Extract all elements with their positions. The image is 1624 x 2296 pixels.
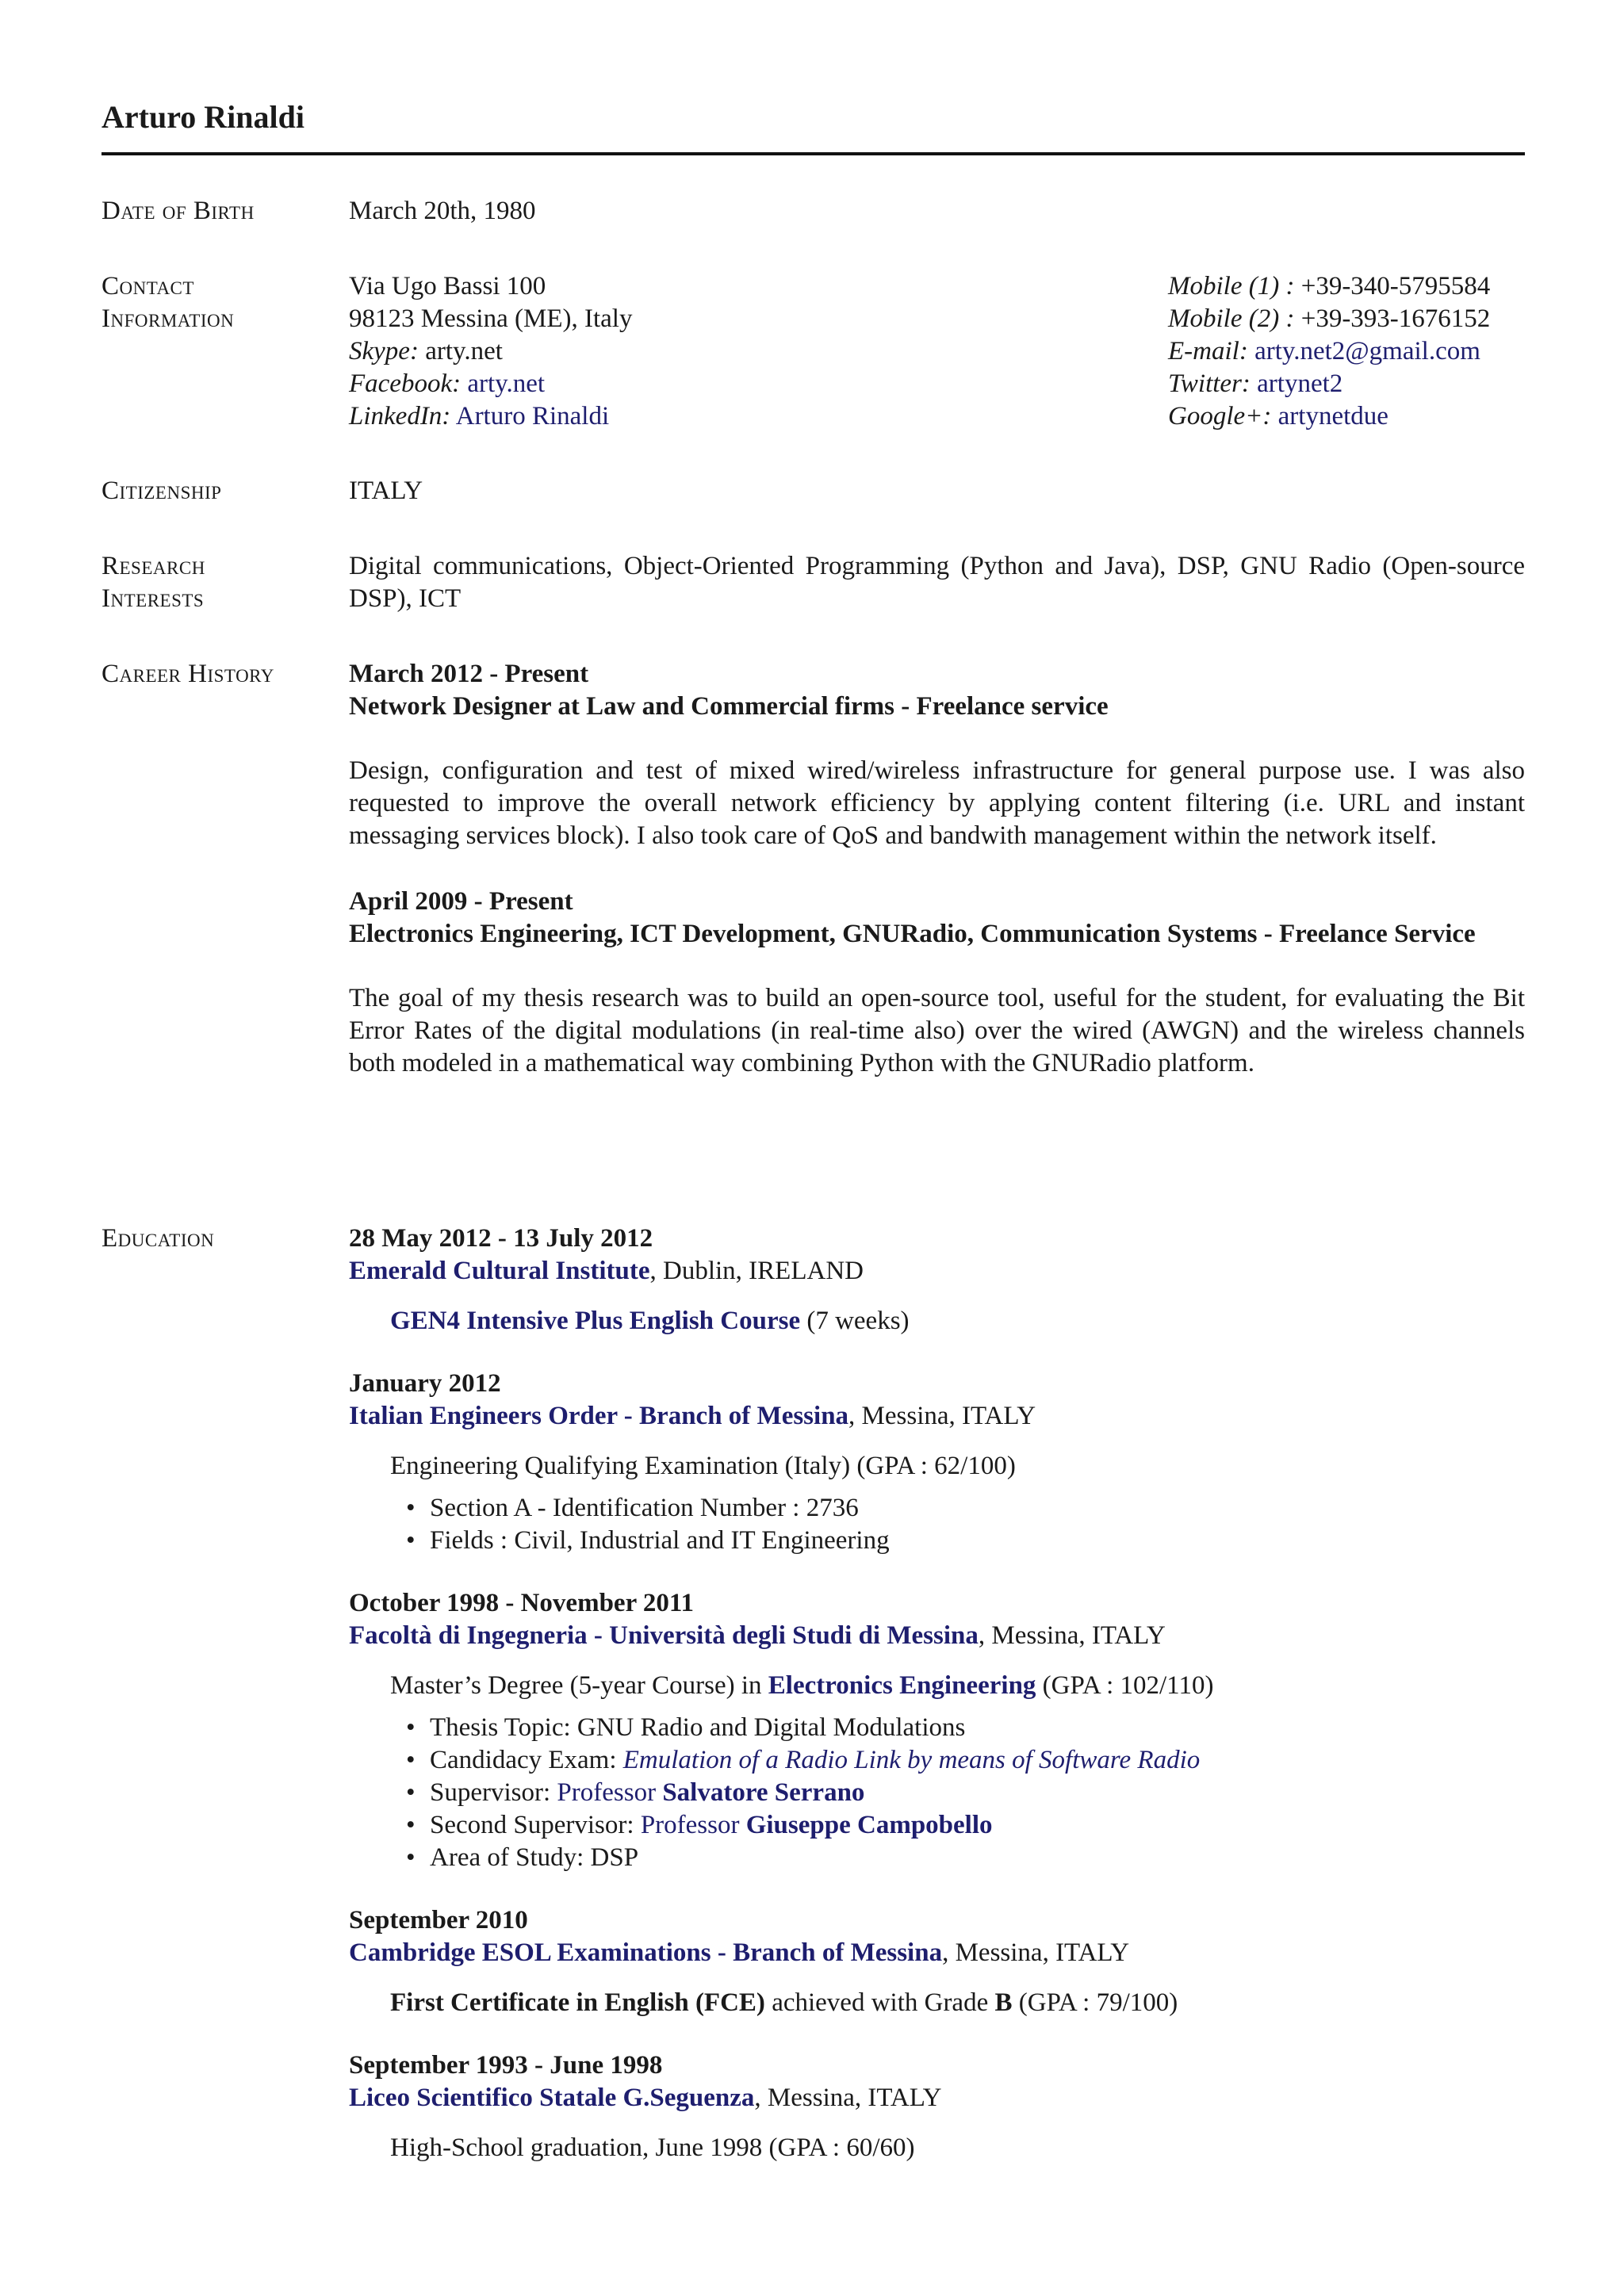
address-line-2: 98123 Messina (ME), Italy [349, 304, 633, 333]
section-label-research-line2: Interests [102, 584, 205, 613]
contact-body [349, 270, 1525, 433]
list-item: • Thesis Topic: GNU Radio and Digital Modulations [390, 1712, 1525, 1744]
education-date: September 2010 [349, 1906, 528, 1934]
mobile2-row [1168, 303, 1525, 335]
candidacy-label: Candidacy Exam: [430, 1746, 623, 1774]
contact-right-column [1168, 270, 1525, 433]
section-research [102, 550, 1525, 658]
education-institution-row [349, 1255, 1525, 1288]
education-entry [349, 1223, 1525, 1337]
course-link[interactable]: GEN4 Intensive Plus English Course [390, 1307, 801, 1335]
institution-link[interactable]: Liceo Scientifico Statale G.Seguenza [349, 2084, 755, 2112]
section-contact [102, 270, 1525, 475]
job-date: April 2009 - Present [349, 887, 573, 916]
supervisor-title[interactable]: Professor [557, 1778, 663, 1807]
linkedin-row [349, 400, 632, 433]
education-institution-row [349, 2082, 1525, 2114]
skype-value: arty.net [425, 337, 503, 365]
education-date: January 2012 [349, 1369, 501, 1398]
section-label-contact-line2: Information [102, 304, 235, 333]
mobile1-label: Mobile (1) : [1168, 272, 1295, 300]
section-label-research-line1: Research [102, 552, 205, 580]
supervisor-name[interactable]: Salvatore Serrano [662, 1778, 865, 1807]
section-citizenship [102, 475, 1525, 550]
candidate-name: Arturo Rinaldi [102, 99, 304, 135]
linkedin-link[interactable]: Arturo Rinaldi [455, 402, 610, 430]
list-item: • Fields : Civil, Industrial and IT Engineering [390, 1525, 1525, 1557]
section-label-citizenship: Citizenship [102, 476, 222, 505]
career-body [349, 658, 1525, 1080]
linkedin-label: LinkedIn: [349, 402, 451, 430]
cv-page [102, 94, 1525, 2195]
education-detail: High-School graduation, June 1998 (GPA : 60/60) [390, 2133, 915, 2162]
education-bullet-list [349, 1712, 1525, 1874]
list-item [390, 1744, 1525, 1777]
section-label-career: Career History [102, 660, 274, 688]
institution-link[interactable]: Emerald Cultural Institute [349, 1257, 650, 1285]
contact-left-column [349, 270, 632, 433]
education-date: 28 May 2012 - 13 July 2012 [349, 1224, 653, 1253]
job-spacer [349, 852, 1525, 886]
list-item [390, 1809, 1525, 1842]
education-detail [349, 1987, 1525, 2019]
section-date-of-birth [102, 195, 1525, 270]
institution-location: , Dublin, IRELAND [649, 1257, 864, 1285]
facebook-row [349, 368, 632, 400]
certificate-mid: achieved with Grade [764, 1988, 995, 2017]
job-title: Electronics Engineering, ICT Development, GNURadio, Communication Systems - Freelance Service [349, 920, 1476, 948]
email-label: E-mail: [1168, 337, 1248, 365]
institution-location: , Messina, ITALY [942, 1938, 1130, 1967]
email-row [1168, 335, 1525, 368]
address-line-1: Via Ugo Bassi 100 [349, 272, 546, 300]
education-bullet-list [349, 1492, 1525, 1557]
institution-link[interactable]: Facoltà di Ingegneria - Università degli Studi di Messina [349, 1621, 979, 1650]
job-description: Design, configuration and test of mixed wired/wireless infrastructure for general purpose use. I was also requested to improve the overall network efficiency by applying content filtering (i.e. URL and instant messaging services block). I also took care of QoS and bandwith management within the network itself. [349, 756, 1525, 850]
certificate-name: First Certificate in English (FCE) [390, 1988, 765, 2017]
twitter-row [1168, 368, 1525, 400]
institution-location: , Messina, ITALY [754, 2084, 942, 2112]
google-label: Google+: [1168, 402, 1272, 430]
degree-link[interactable]: Electronics Engineering [768, 1671, 1036, 1700]
section-label-contact-line1: Contact [102, 272, 194, 300]
education-entry [349, 1587, 1525, 1874]
section-label-research [102, 550, 349, 615]
candidacy-link[interactable]: Emulation of a Radio Link by means of Software Radio [622, 1746, 1201, 1774]
facebook-label: Facebook: [349, 369, 462, 398]
education-entry [349, 1904, 1525, 2019]
skype-label: Skype: [349, 337, 419, 365]
section-education [102, 1223, 1525, 2195]
education-entry [349, 1368, 1525, 1557]
citizenship-value: ITALY [349, 476, 423, 505]
job-title: Network Designer at Law and Commercial firms - Freelance service [349, 692, 1109, 721]
institution-location: , Messina, ITALY [978, 1621, 1166, 1650]
skype-row [349, 335, 632, 368]
list-item: • Section A - Identification Number : 2736 [390, 1492, 1525, 1525]
education-institution-row [349, 1620, 1525, 1652]
education-institution-row [349, 1400, 1525, 1433]
institution-link[interactable]: Cambridge ESOL Examinations - Branch of Messina [349, 1938, 943, 1967]
email-link[interactable]: arty.net2@gmail.com [1254, 337, 1480, 365]
education-detail [349, 1670, 1525, 1702]
section-career [102, 658, 1525, 1223]
job-entry [349, 658, 1525, 852]
section-label-dob: Date of Birth [102, 197, 255, 225]
section-label-education: Education [102, 1224, 215, 1253]
job-entry [349, 886, 1525, 1080]
education-date: October 1998 - November 2011 [349, 1589, 695, 1617]
education-body [349, 1223, 1525, 2195]
second-supervisor-name[interactable]: Giuseppe Campobello [745, 1811, 993, 1839]
list-item [390, 1777, 1525, 1809]
education-date: September 1993 - June 1998 [349, 2051, 663, 2080]
institution-link[interactable]: Italian Engineers Order - Branch of Messina [349, 1402, 849, 1430]
education-detail: Engineering Qualifying Examination (Italy) (GPA : 62/100) [390, 1452, 1016, 1480]
section-label-contact [102, 270, 349, 335]
course-note: (7 weeks) [800, 1307, 910, 1335]
education-institution-row [349, 1937, 1525, 1969]
certificate-gpa: (GPA : 79/100) [1012, 1988, 1178, 2017]
google-link[interactable]: artynetdue [1277, 402, 1388, 430]
degree-gpa: (GPA : 102/110) [1036, 1671, 1214, 1700]
mobile2-label: Mobile (2) : [1168, 304, 1295, 333]
list-item: • Area of Study: DSP [390, 1842, 1525, 1874]
job-description: The goal of my thesis research was to build an open-source tool, useful for the student, for evaluating the Bit Error Rates of the digital modulations (in real-time also) over the wired (AWGN) and the wireless channels both modeled in a mathematical way combining Python with the GNURadio platform. [349, 984, 1525, 1077]
google-row [1168, 400, 1525, 433]
research-value: Digital communications, Object-Oriented Programming (Python and Java), DSP, GNU Radio (Open-source DSP), ICT [349, 552, 1525, 613]
certificate-grade: B [994, 1988, 1013, 2017]
second-supervisor-label: Second Supervisor: [430, 1811, 641, 1839]
degree-prefix: Master’s Degree (5-year Course) in [390, 1671, 768, 1700]
facebook-link[interactable]: arty.net [467, 369, 546, 398]
mobile1-value: +39-340-5795584 [1300, 272, 1491, 300]
dob-value: March 20th, 1980 [349, 197, 536, 225]
twitter-label: Twitter: [1168, 369, 1251, 398]
job-date: March 2012 - Present [349, 660, 589, 688]
second-supervisor-title[interactable]: Professor [640, 1811, 746, 1839]
education-detail [349, 1305, 1525, 1337]
supervisor-label: Supervisor: [430, 1778, 557, 1807]
header-rule [102, 152, 1525, 155]
twitter-link[interactable]: artynet2 [1257, 369, 1343, 398]
education-entry [349, 2049, 1525, 2164]
mobile1-row [1168, 270, 1525, 303]
institution-location: , Messina, ITALY [848, 1402, 1036, 1430]
mobile2-value: +39-393-1676152 [1300, 304, 1491, 333]
